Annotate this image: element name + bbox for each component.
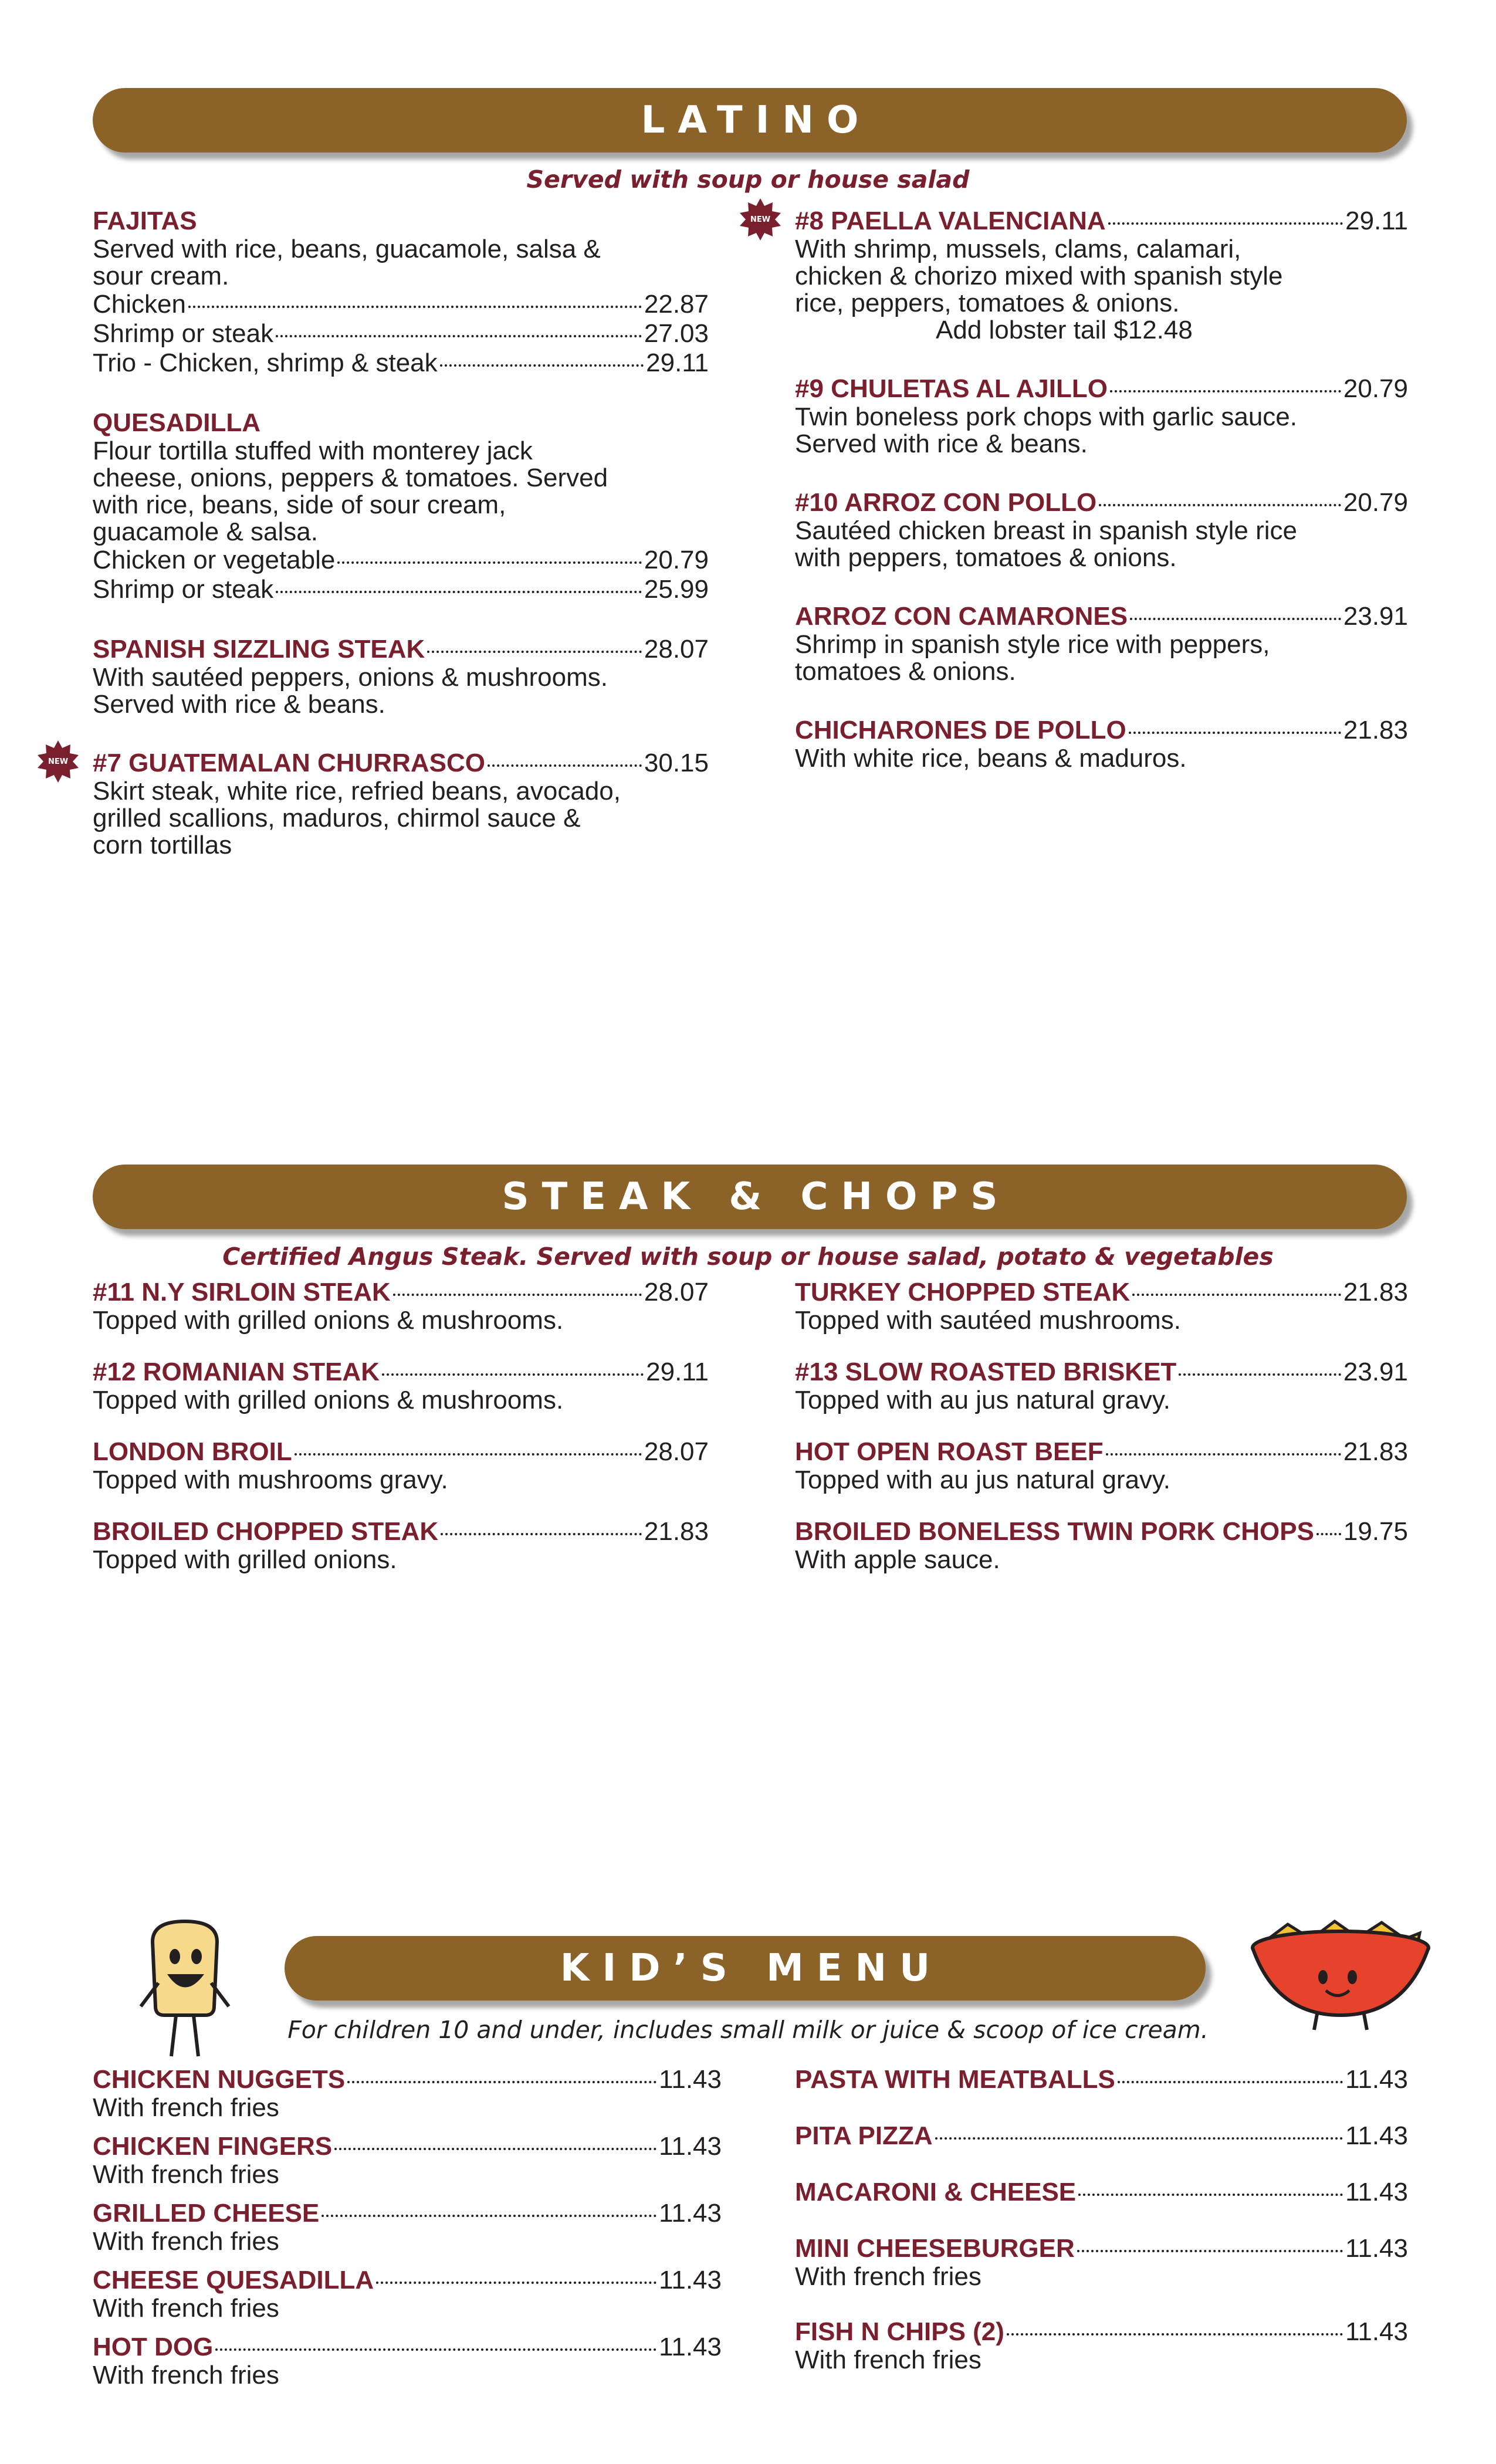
steak-subtitle: Certified Angus Steak. Served with soup or house salad, potato & vegetables: [222, 1243, 1274, 1271]
latino-banner: [93, 88, 1407, 153]
menu-item-description: Topped with au jus natural gravy.: [795, 1386, 1170, 1414]
menu-item-price: 23.91: [1343, 1358, 1408, 1386]
menu-item-name: CHICKEN NUGGETS: [93, 2065, 346, 2094]
menu-item: [48, 749, 709, 859]
dot-leader: [1129, 732, 1341, 734]
latino-subtitle: Served with soup or house salad: [526, 165, 970, 194]
dot-leader: [488, 764, 642, 767]
menu-item-name: CHEESE QUESADILLA: [93, 2266, 374, 2294]
dot-leader: [376, 2282, 656, 2284]
menu-item-option: [93, 546, 709, 575]
steak-banner: [93, 1165, 1407, 1229]
menu-item-description: Topped with grilled onions.: [93, 1545, 397, 1574]
menu-item-price: 28.07: [644, 635, 709, 664]
dot-leader: [1078, 2194, 1343, 2196]
menu-item: [93, 408, 709, 604]
menu-item-name: CHICKEN FINGERS: [93, 2132, 333, 2161]
dot-leader: [334, 2148, 656, 2150]
menu-item: [93, 207, 709, 378]
dot-leader: [1007, 2333, 1343, 2336]
menu-item-header: [795, 374, 1408, 404]
menu-item-name: HOT OPEN ROAST BEEF: [795, 1437, 1104, 1466]
dot-leader: [215, 2348, 656, 2351]
dot-leader: [440, 364, 644, 367]
menu-item-description: Topped with grilled onions & mushrooms.: [93, 1386, 564, 1414]
menu-item-description: With french fries: [93, 2093, 279, 2122]
menu-item-description: With white rice, beans & maduros.: [795, 744, 1187, 773]
dot-leader: [1130, 618, 1341, 620]
menu-item: [795, 1517, 1408, 1573]
menu-item-name: FISH N CHIPS (2): [795, 2317, 1004, 2346]
menu-item-description: With french fries: [795, 2345, 981, 2374]
menu-item-description: Sautéed chicken breast in spanish style rice with peppers, tomatoes & onions.: [795, 516, 1298, 572]
menu-item: [795, 2065, 1408, 2094]
menu-item: [795, 1437, 1408, 1494]
menu-item-name: #8 PAELLA VALENCIANA: [795, 207, 1106, 235]
option-price: 22.87: [644, 290, 709, 319]
menu-item: [93, 1358, 709, 1414]
menu-item: [795, 2178, 1408, 2207]
menu-item-price: 21.83: [1343, 716, 1408, 744]
menu-item: [795, 602, 1408, 685]
menu-item-description: With french fries: [93, 2227, 279, 2256]
menu-item-price: 11.43: [659, 2199, 722, 2228]
menu-item-header: [93, 2065, 722, 2094]
menu-item-description: With sautéed peppers, onions & mushrooms. Served with rice & beans.: [93, 663, 608, 719]
menu-item-price: 28.07: [644, 1278, 709, 1307]
dot-leader: [1110, 390, 1341, 392]
dot-leader: [321, 2215, 656, 2217]
menu-item-header: [93, 2199, 722, 2228]
menu-item-price: 11.43: [659, 2266, 722, 2294]
option-price: 25.99: [644, 575, 709, 604]
menu-item-name: GRILLED CHEESE: [93, 2199, 320, 2228]
menu-item-name: #9 CHULETAS AL AJILLO: [795, 374, 1108, 403]
menu-item-header: [93, 207, 709, 236]
menu-item-price: 11.43: [1345, 2065, 1408, 2094]
menu-item-price: 11.43: [659, 2132, 722, 2161]
dot-leader: [935, 2137, 1343, 2140]
menu-item-header: [795, 1517, 1408, 1546]
menu-item: [93, 2065, 722, 2121]
menu-item-description: With french fries: [93, 2294, 279, 2323]
menu-item-header: [93, 1358, 709, 1387]
dot-leader: [1118, 2081, 1343, 2083]
menu-item-name: #12 ROMANIAN STEAK: [93, 1358, 380, 1386]
dot-leader: [295, 1453, 642, 1456]
menu-item-header: [795, 1358, 1408, 1387]
menu-item: [795, 716, 1408, 772]
menu-item-header: [795, 602, 1408, 631]
kids-left-column: [93, 2065, 722, 2399]
menu-item-header: [93, 1278, 709, 1307]
menu-item-price: 29.11: [1345, 207, 1408, 235]
menu-item-name: MACARONI & CHEESE: [795, 2178, 1077, 2206]
menu-item-name: MINI CHEESEBURGER: [795, 2234, 1075, 2263]
menu-item-header: [795, 2065, 1408, 2094]
menu-item-price: 11.43: [659, 2065, 722, 2094]
menu-item-price: 21.83: [644, 1517, 709, 1546]
menu-item: [93, 2132, 722, 2188]
menu-item-name: QUESADILLA: [93, 408, 260, 437]
dot-leader: [393, 1294, 642, 1296]
menu-item-description: Topped with mushrooms gravy.: [93, 1465, 448, 1494]
menu-item-option: [93, 575, 709, 604]
menu-item-price: 11.43: [1345, 2317, 1408, 2346]
dot-leader: [1108, 222, 1343, 225]
dot-leader: [337, 561, 642, 564]
dot-leader: [1099, 504, 1341, 506]
menu-item-name: HOT DOG: [93, 2333, 214, 2361]
menu-item-description: Skirt steak, white rice, refried beans, avocado, grilled scallions, maduros, chirmol sauce & corn tortillas: [93, 777, 621, 859]
dot-leader: [427, 651, 642, 653]
menu-item-price: 21.83: [1343, 1437, 1408, 1466]
dot-leader: [1106, 1453, 1341, 1456]
menu-item-header: [93, 2333, 722, 2362]
menu-item-description: Shrimp in spanish style rice with peppers, tomatoes & onions.: [795, 630, 1270, 686]
steak-right-column: [795, 1278, 1408, 1597]
menu-item-price: 20.79: [1343, 488, 1408, 517]
menu-item-name: PASTA WITH MEATBALLS: [795, 2065, 1115, 2094]
dot-leader: [276, 335, 642, 337]
menu-item-name: #11 N.Y SIRLOIN STEAK: [93, 1278, 391, 1307]
menu-item-name: TURKEY CHOPPED STEAK: [795, 1278, 1131, 1307]
menu-item-name: CHICHARONES DE POLLO: [795, 716, 1126, 744]
menu-item: [795, 1278, 1408, 1334]
menu-item-description: Twin boneless pork chops with garlic sauce. Served with rice & beans.: [795, 402, 1297, 458]
dot-leader: [1132, 1294, 1341, 1296]
menu-item-price: 11.43: [1345, 2121, 1408, 2150]
new-badge: [37, 740, 79, 783]
menu-item-name: PITA PIZZA: [795, 2121, 933, 2150]
menu-item-header: [795, 2178, 1408, 2207]
kids-banner: [285, 1936, 1206, 2001]
menu-item-description: Flour tortilla stuffed with monterey jack cheese, onions, peppers & tomatoes. Served with rice, beans, side of sour cream, guacamole & salsa.: [93, 436, 608, 546]
menu-item-price: 28.07: [644, 1437, 709, 1466]
menu-item-header: [795, 1437, 1408, 1467]
menu-item-description: With french fries: [93, 2160, 279, 2189]
menu-item-price: 19.75: [1343, 1517, 1408, 1546]
option-price: 27.03: [644, 319, 709, 348]
menu-item: [93, 1517, 709, 1573]
menu-item-name: SPANISH SIZZLING STEAK: [93, 635, 425, 664]
menu-item: [795, 2234, 1408, 2290]
steak-left-column: [93, 1278, 709, 1597]
menu-item-price: 23.91: [1343, 602, 1408, 631]
menu-item-name: #13 SLOW ROASTED BRISKET: [795, 1358, 1177, 1386]
menu-item: [795, 2121, 1408, 2151]
menu-item-header: [795, 2234, 1408, 2263]
menu-item: [93, 2199, 722, 2255]
menu-item-price: 21.83: [1343, 1278, 1408, 1307]
menu-item-option: [93, 319, 709, 348]
menu-item-addon: Add lobster tail $12.48: [936, 316, 1193, 344]
menu-item-description: Served with rice, beans, guacamole, salsa & sour cream.: [93, 235, 601, 290]
new-badge: [739, 198, 781, 241]
dot-leader: [347, 2081, 656, 2083]
menu-item-option: [93, 290, 709, 319]
menu-item: [795, 1358, 1408, 1414]
option-label: Shrimp or steak: [93, 319, 274, 348]
nachos-bowl-icon: [1241, 1915, 1440, 2033]
menu-item-header: [93, 1517, 709, 1546]
option-label: Chicken or vegetable: [93, 546, 336, 574]
dot-leader: [276, 591, 642, 593]
latino-left-column: [48, 207, 709, 889]
kids-title: KID’S MENU: [560, 1947, 943, 1990]
menu-item: [93, 1278, 709, 1334]
menu-item-description: Topped with au jus natural gravy.: [795, 1465, 1170, 1494]
menu-item-name: ARROZ CON CAMARONES: [795, 602, 1128, 631]
menu-item-price: 11.43: [659, 2333, 722, 2361]
menu-item: [93, 2333, 722, 2389]
kids-subtitle: For children 10 and under, includes small milk or juice & scoop of ice cream.: [287, 2016, 1209, 2044]
menu-item: [795, 374, 1408, 458]
option-price: 29.11: [646, 348, 709, 377]
menu-item-price: 30.15: [644, 749, 709, 777]
menu-item-description: With french fries: [795, 2262, 981, 2291]
menu-item-description: With french fries: [93, 2361, 279, 2389]
menu-item-name: LONDON BROIL: [93, 1437, 292, 1466]
menu-item-description: Topped with sautéed mushrooms.: [795, 1306, 1181, 1335]
menu-item-header: [795, 716, 1408, 745]
menu-item-header: [795, 207, 1408, 236]
new-badge-label: NEW: [48, 757, 69, 766]
menu-item-header: [795, 1278, 1408, 1307]
menu-item-description: With apple sauce.: [795, 1545, 1000, 1574]
menu-item-header: [93, 408, 709, 438]
menu-item-header: [93, 2266, 722, 2295]
menu-item-header: [795, 2121, 1408, 2151]
menu-item-name: #7 GUATEMALAN CHURRASCO: [93, 749, 485, 777]
steak-title: STEAK & CHOPS: [502, 1175, 1011, 1219]
menu-item: [795, 488, 1408, 571]
menu-item-price: 11.43: [1345, 2178, 1408, 2206]
option-label: Trio - Chicken, shrimp & steak: [93, 348, 438, 377]
new-badge-label: NEW: [750, 215, 771, 224]
menu-item-description: With shrimp, mussels, clams, calamari, chicken & chorizo mixed with spanish style rice, peppers, tomatoes & onions.: [795, 235, 1283, 317]
menu-item-option: [93, 348, 709, 378]
menu-item-header: [93, 635, 709, 664]
menu-item-header: [93, 1437, 709, 1467]
dot-leader: [441, 1533, 642, 1535]
option-price: 20.79: [644, 546, 709, 574]
menu-item: [93, 635, 709, 718]
menu-item: [93, 2266, 722, 2322]
dot-leader: [188, 306, 642, 308]
menu-item-name: BROILED CHOPPED STEAK: [93, 1517, 439, 1546]
dot-leader: [382, 1373, 644, 1376]
menu-item-name: BROILED BONELESS TWIN PORK CHOPS: [795, 1517, 1314, 1546]
menu-item-header: [795, 488, 1408, 517]
kids-right-column: [795, 2065, 1408, 2401]
menu-item: [795, 2317, 1408, 2374]
latino-title: LATINO: [641, 99, 872, 142]
menu-item-price: 11.43: [1345, 2234, 1408, 2263]
latino-right-column: [750, 207, 1408, 803]
menu-item: [93, 1437, 709, 1494]
menu-item-description: Topped with grilled onions & mushrooms.: [93, 1306, 564, 1335]
option-label: Shrimp or steak: [93, 575, 274, 604]
dot-leader: [1316, 1533, 1341, 1535]
menu-item-price: 29.11: [646, 1358, 709, 1386]
menu-item-header: [795, 2317, 1408, 2347]
menu-item-header: [93, 2132, 722, 2161]
menu-item-price: 20.79: [1343, 374, 1408, 403]
dot-leader: [1077, 2250, 1343, 2252]
dot-leader: [1179, 1373, 1341, 1376]
menu-item-name: FAJITAS: [93, 207, 197, 235]
option-label: Chicken: [93, 290, 186, 319]
menu-item-header: [93, 749, 709, 778]
menu-item: [750, 207, 1408, 344]
menu-item-name: #10 ARROZ CON POLLO: [795, 488, 1097, 517]
